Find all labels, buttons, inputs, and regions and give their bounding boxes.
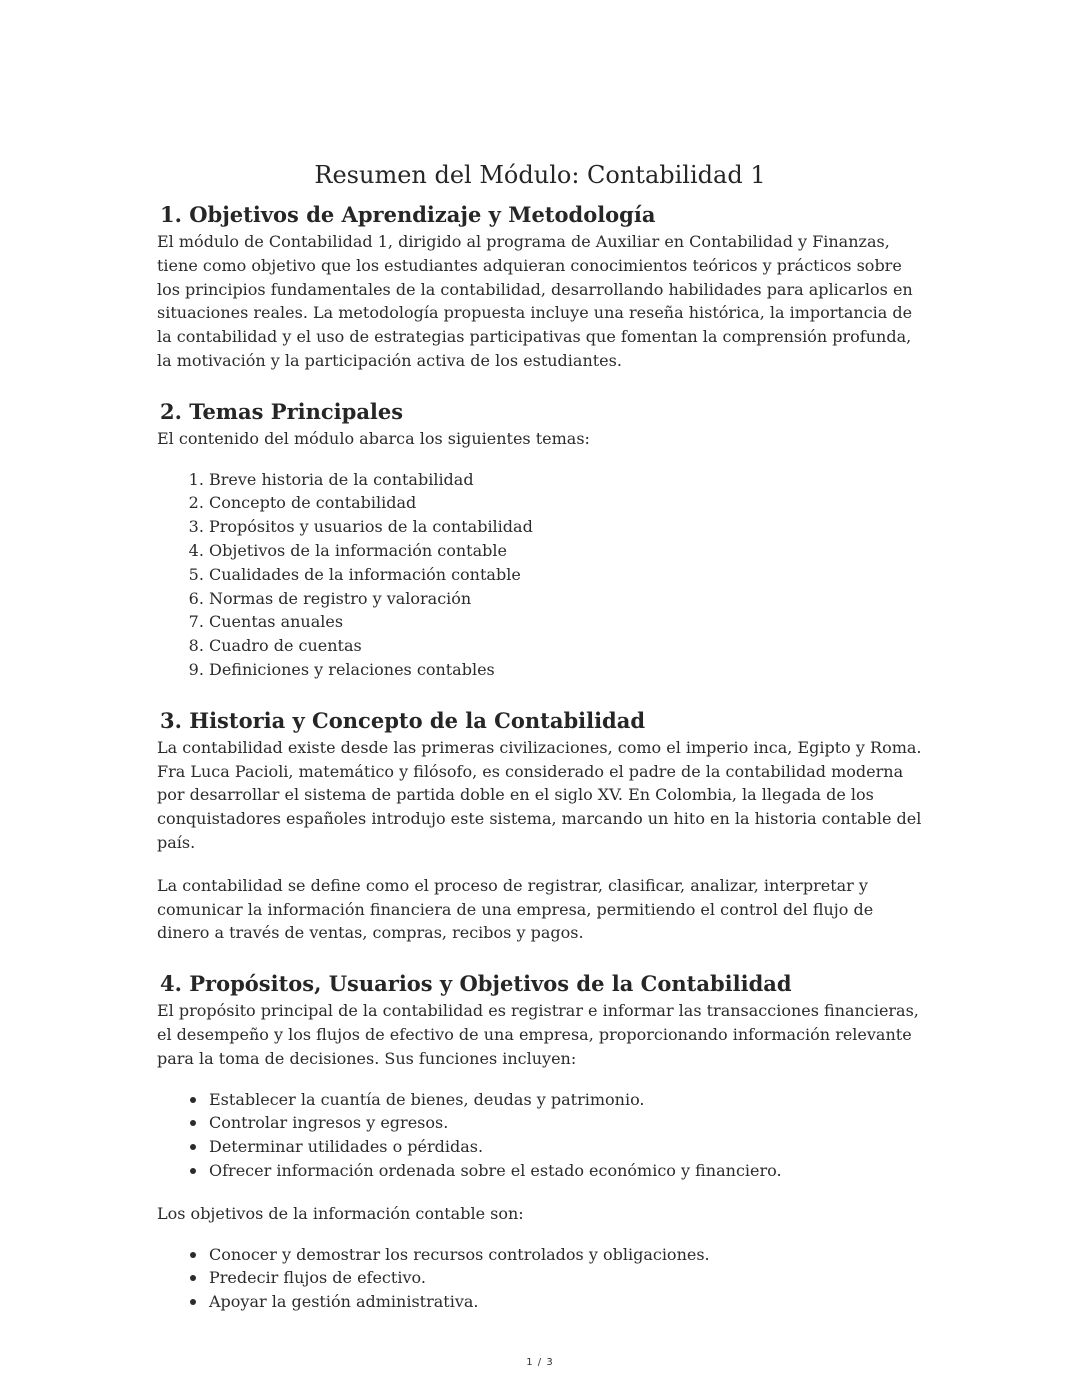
bullet-icon [190,1275,196,1281]
document-title: Resumen del Módulo: Contabilidad 1 [314,161,766,189]
list-item: Ofrecer información ordenada sobre el estado económico y financiero. [209,1159,923,1183]
page-number: 1 / 3 [526,1357,554,1368]
section-heading-temas: 2. Temas Principales [160,398,404,424]
list-item: 3. Propósitos y usuarios de la contabilidad [209,515,923,539]
list-item: 2. Concepto de contabilidad [209,491,923,515]
list-item: 8. Cuadro de cuentas [209,634,923,658]
list-item: 1. Breve historia de la contabilidad [209,468,923,492]
list-item: Conocer y demostrar los recursos controlados y obligaciones. [209,1243,923,1267]
list-item: 5. Cualidades de la información contable [209,563,923,587]
bullet-icon [190,1120,196,1126]
list-item: Establecer la cuantía de bienes, deudas y patrimonio. [209,1088,923,1112]
list-item: Predecir flujos de efectivo. [209,1266,923,1290]
section-intro: El contenido del módulo abarca los siguientes temas: [157,428,590,448]
bullet-icon [190,1097,196,1103]
list-item: Apoyar la gestión administrativa. [209,1290,923,1314]
section-paragraph: El módulo de Contabilidad 1, dirigido al programa de Auxiliar en Contabilidad y Finanzas, tiene como objetivo que los estudiantes adquieran conocimientos teóricos y prácticos sobre los principios fundamentales de la contabilidad, desarrollando habilidades para aplicarlos en situaciones reales. La metodología propuesta incluye una reseña histórica, la importancia de la contabilidad y el uso de estrategias participativas que fomentan la comprensión profunda, la motivación y la participación activa de los estudiantes. [157,232,913,370]
section-intro: Los objetivos de la información contable son: [157,1203,524,1223]
bullet-icon [190,1299,196,1305]
section-paragraph: La contabilidad existe desde las primeras civilizaciones, como el imperio inca, Egipto y Roma. Fra Luca Pacioli, matemático y filósofo, es considerado el padre de la contabilidad moderna por desarrollar el sistema de partida doble en el siglo XV. En Colombia, la llegada de los conquistadores españoles introdujo este sistema, marcando un hito en la historia contable del país. [157,737,922,852]
section-heading-objetivos: 1. Objetivos de Aprendizaje y Metodología [160,202,656,227]
section-heading-propositos: 4. Propósitos, Usuarios y Objetivos de la Contabilidad [160,971,792,997]
section-paragraph: La contabilidad se define como el proceso de registrar, clasificar, analizar, interpretar y comunicar la información financiera de una empresa, permitiendo el control del flujo de dinero a través de ventas, compras, recibos y pagos. [157,875,874,943]
list-item: 6. Normas de registro y valoración [209,587,923,611]
list-item: 7. Cuentas anuales [209,610,923,634]
bullet-icon [190,1144,196,1150]
page-content [157,158,923,1314]
list-item: Determinar utilidades o pérdidas. [209,1135,923,1159]
topics-list [157,468,923,682]
objectives-list [157,1243,923,1314]
list-item: 4. Objetivos de la información contable [209,539,923,563]
bullet-icon [190,1168,196,1174]
section-paragraph: El propósito principal de la contabilidad es registrar e informar las transacciones financieras, el desempeño y los flujos de efectivo de una empresa, proporcionando información relevante para la toma de decisiones. Sus funciones incluyen: [157,1001,919,1068]
functions-list [157,1088,923,1183]
list-item: 9. Definiciones y relaciones contables [209,658,923,682]
section-heading-historia: 3. Historia y Concepto de la Contabilidad [160,707,646,733]
bullet-icon [190,1252,196,1258]
list-item: Controlar ingresos y egresos. [209,1111,923,1135]
